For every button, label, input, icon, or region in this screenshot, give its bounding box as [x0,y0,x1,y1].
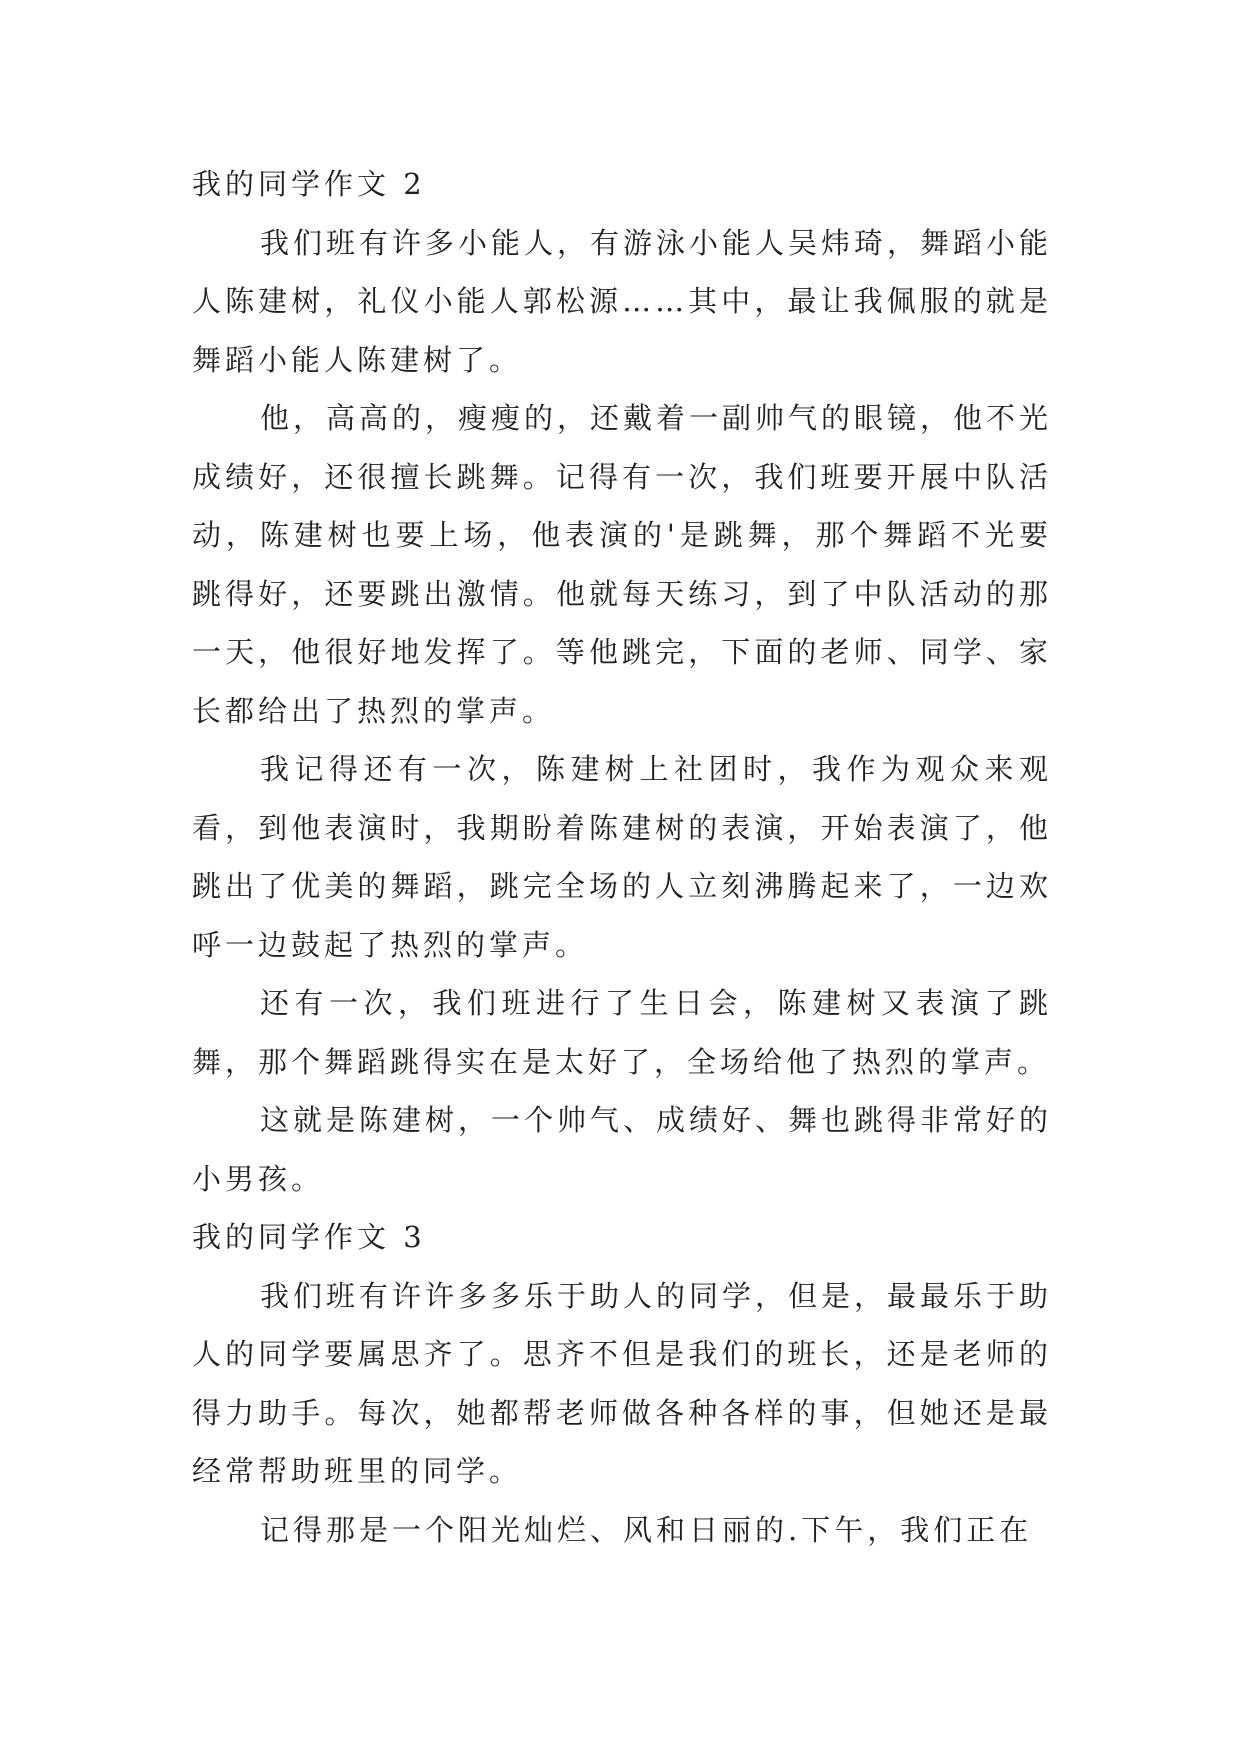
essay-paragraph: 这就是陈建树，一个帅气、成绩好、舞也跳得非常好的小男孩。 [192,1103,1053,1196]
essay-paragraph: 他，高高的，瘦瘦的，还戴着一副帅气的眼镜，他不光成绩好，还很擅长跳舞。记得有一次，我们班要开展中队活动，陈建树也要上场，他表演的'是跳舞，那个舞蹈不光要跳得好，还要跳出激情。他就每天练习，到了中队活动的那一天，他很好地发挥了。等他跳完，下面的老师、同学、家长都给出了热烈的掌声。 [192,401,1053,728]
document-page [192,155,1052,1559]
essay-heading: 我的同学作文 3 [192,1220,426,1254]
essay-paragraph: 我们班有许多小能人，有游泳小能人吴炜琦，舞蹈小能人陈建树，礼仪小能人郭松源……其中，最让我佩服的就是舞蹈小能人陈建树了。 [192,225,1053,377]
essay-heading: 我的同学作文 2 [192,167,426,201]
essay-paragraph: 还有一次，我们班进行了生日会，陈建树又表演了跳舞，那个舞蹈跳得实在是太好了，全场给他了热烈的掌声。 [192,986,1052,1079]
essay-paragraph: 我记得还有一次，陈建树上社团时，我作为观众来观看，到他表演时，我期盼着陈建树的表演，开始表演了，他跳出了优美的舞蹈，跳完全场的人立刻沸腾起来了，一边欢呼一边鼓起了热烈的掌声。 [192,752,1052,962]
essay-paragraph: 我们班有许许多多乐于助人的同学，但是，最最乐于助人的同学要属思齐了。思齐不但是我们的班长，还是老师的得力助手。每次，她都帮老师做各种各样的事，但她还是最经常帮助班里的同学。 [192,1278,1053,1488]
essay-paragraph: 记得那是一个阳光灿烂、风和日丽的.下午，我们正在 [260,1512,1033,1547]
